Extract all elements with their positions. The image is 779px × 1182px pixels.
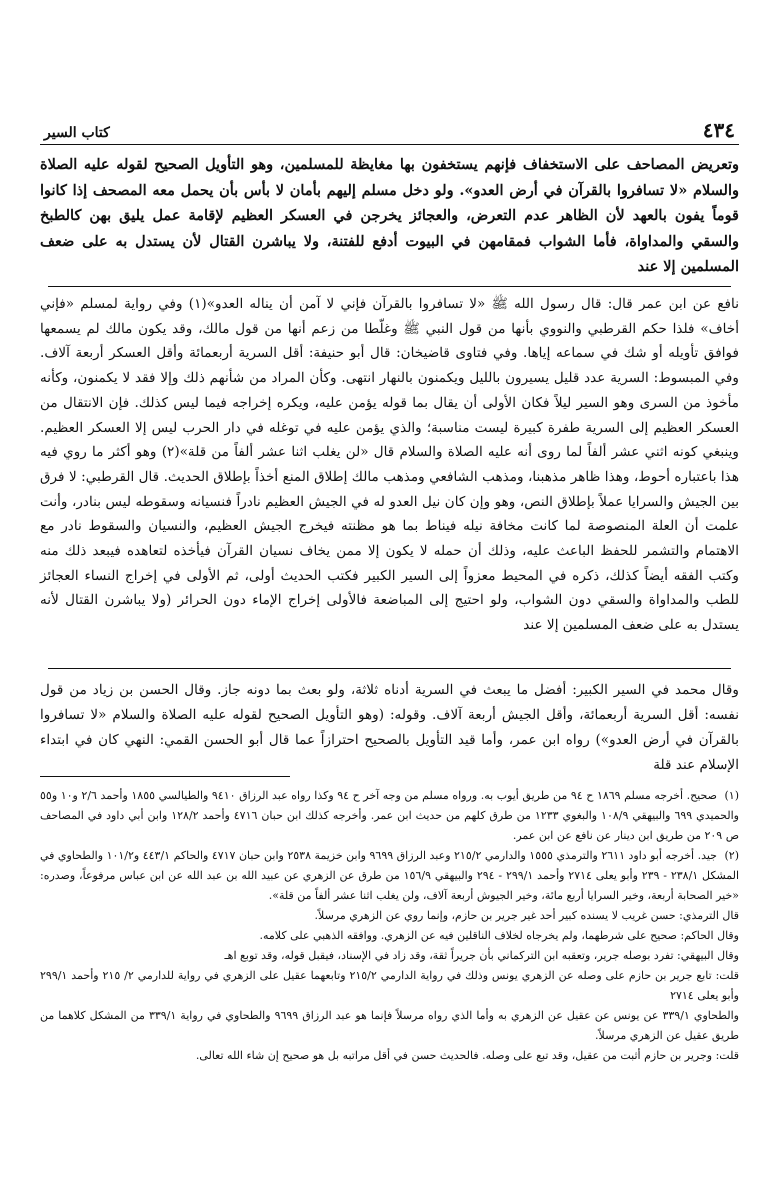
page-number: ٤٣٤ [702,118,735,142]
page-header [40,112,739,145]
footnote-note: وقال الحاكم: صحيح على شرطهما، ولم يخرجاه لخلاف الناقلين فيه عن الزهري. ووافقه الذهبي على كلامه. [259,929,739,942]
footnotes-block [40,786,739,1126]
footnote-number: (٢) [724,849,740,862]
footnote-note: والطحاوي ٣٣٩/١ عن يونس عن عقيل عن الزهري به وأما الذي رواه مرسلاً فإنما هو عبد الرزاق ٩٦٩٩ والطحاوي في رواية ٣٣٩/١ من المشكل كلاهما من طريق عقيل عن الزهري مرسلاً. [40,1009,739,1042]
footnote-2 [40,846,739,906]
footnote-note: وقال البيهقي: تفرد بوصله جرير، وتعقبه ابن التركماني بأن جريراً ثقة، وقد زاد في الإسناد، فيقبل قوله، وقد توبع اهـ [224,949,739,962]
section-divider [48,668,731,669]
footnote-number: (١) [724,789,740,802]
main-text: وتعريض المصاحف على الاستخفاف فإنهم يستخفون بها مغايظة للمسلمين، وهو التأويل الصحيح لقوله عليه الصلاة والسلام «لا تسافروا بالقرآن في أرض العدو». ولو دخل مسلم إليهم بأمان لا بأس بأن يحمل معه المصحف إذا كانوا قوماً يفون بالعهد لأن الظاهر عدم التعرض، والعجائز يخرجن في العسكر العظيم لإقامة عمل يليق بهن كالطبخ والسقي والمداواة، فأما الشواب فمقامهن في البيوت أدفع للفتنة، ولا يباشرن القتال لأن يستدل به على ضعف المسلمين إلا عند [40,156,739,275]
commentary-block-2 [40,678,739,773]
footnote-text: صحيح. أخرجه مسلم ١٨٦٩ ح ٩٤ من طريق أيوب به. ورواه مسلم من وجه آخر ح ٩٤ وكذا رواه عبد الرزاق ٩٤١٠ والطيالسي ١٨٥٥ وأحمد ٢/٦ و١٠ و٥٥ والحميدي ٦٩٩ والبيهقي ١٠٨/٩ والبغوي ١٢٣٣ من طرق كلهم من حديث ابن عمر. وأخرجه كذلك ابن حبان ٤٧١٦ وأحمد ١٢٨/٢ وابن أبي داود في المصاحف ص ٢٠٩ من طريق ابن دينار عن نافع عن ابن عمر. [40,789,739,842]
footnote-note: قلت: وجرير بن حازم أثبت من عقيل، وقد تبع على وصله. فالحديث حسن في أقل مراتبه بل هو صحيح إن شاء الله تعالى. [195,1049,739,1062]
commentary-paragraph: نافع عن ابن عمر قال: قال رسول الله ﷺ «لا تسافروا بالقرآن فإني لا آمن أن يناله العدو»(١) وفي رواية لمسلم «فإني أخاف» فلذا حكم القرطبي والنووي بأنها من قول النبي ﷺ وغلّطا من زعم أنها من قول مالك، وقد يكون مالك لم يسمعها فوافق تأويله أو شك في سماعه إياها. وفي فتاوى قاضيخان: قال أبو حنيفة: أقل السرية أربعمائة وأقل العسكر أربعة آلاف. وفي المبسوط: السرية عدد قليل يسيرون بالليل ويكمنون بالنهار انتهى. وكأن المراد من شأنهم ذلك وإلا فقد لا يكمنون، وكأنه مأخوذ من السرى وهو السير ليلاً فكان الأولى أن يقال بما قوله يؤمن عليه، ويكره إخراجه فيما ليس كذلك. فإن الانتقال من العسكر العظيم إلى السرية طفرة كبيرة ليست مناسبة؛ والذي يؤمن عليه في توغله في دار الحرب ليس إلا العسكر العظيم. وينبغي كونه اثني عشر ألفاً لما روى أنه عليه الصلاة والسلام قال «لن يغلب اثنا عشر ألفاً من قلة»(٢) وهو أكثر ما روي فيه هذا باعتباره أحوط، وهذا ظاهر مذهبنا، ومذهب الشافعي ومذهب مالك إطلاق المنع أخذاً بإطلاق الحديث. قال القرطبي: لا فرق بين الجيش والسرايا عملاً بإطلاق النص، وهو وإن كان نيل العدو له في الجيش العظيم نادراً فنسيانه وسقوطه ليس بنادر، وأنت علمت أن العلة المنصوصة لما كانت مخافة نيله فيناط بما هو مظنته فيخرج الجيش العظيم، والنسيان والسقوط نادر مع الاهتمام والتشمر للحفظ الباعث عليه، وذلك أن حمله لا يكون إلا ممن يخاف نسيان القرآن فيأخذه لتعاهده فيبعد ذلك منه وكتب الفقه أيضاً كذلك، ذكره في المحيط معزواً إلى السير الكبير فكتب الحديث أولى، ثم الأولى في إخراج النساء العجائز للطب والمداواة والسقي دون الشواب، ولو احتيج إلى المباضعة فالأولى إخراج الإماء دون الحرائر (ولا يباشرن القتال لأنه يستدل به على ضعف المسلمين إلا عند [40,296,739,634]
section-divider [48,286,731,287]
running-title: كتاب السير [44,125,110,141]
footnote-1 [40,786,739,846]
footnote-note: قلت: تابع جرير بن حازم على وصله عن الزهري يونس وذلك في رواية الدارمي ٢١٥/٢ وتابعهما عقيل على الزهري في رواية للدارمي ٢/ ٢١٥ وأحمد ٢٩٩/١ وأبو يعلى ٢٧١٤ [40,969,740,1002]
commentary-paragraph-2: وقال محمد في السير الكبير: أفضل ما يبعث في السرية أدناه ثلاثة، ولو بعث بما دونه جاز. وقال الحسن بن زياد من قول نفسه: أقل السرية أربعمائة، وأقل الجيش أربعة آلاف. وقوله: (وهو التأويل الصحيح لقوله عليه الصلاة والسلام «لا تسافروا بالقرآن في أرض العدو») رواه ابن عمر، وأما قيد التأويل بالصحيح احترازاً عما قال أبو الحسن القمي: النهي كان في ابتداء الإسلام عند قلة [40,682,739,773]
commentary-block [40,292,739,664]
footnote-note: قال الترمذي: حسن غريب لا يسنده كبير أحد غير جرير بن حازم، وإنما روي عن الزهري مرسلاً. [314,909,739,922]
main-text-block [40,152,739,279]
footnote-divider [40,776,290,777]
footnote-text: جيد. أخرجه أبو داود ٢٦١١ والترمذي ١٥٥٥ والدارمي ٢١٥/٢ وعبد الرزاق ٩٦٩٩ وابن خزيمة ٢٥٣٨ وابن حبان ٤٧١٧ والحاكم ٤٤٣/١ و١٠١/٢ والطحاوي في المشكل ٢٣٨/١ - ٢٣٩ وأبو يعلى ٢٧١٤ وأحمد ٢٩٩/١ - ٢٩٤ والبيهقي ١٥٦/٩ من طرق عن الزهري عن عبيد الله بن عبد الله عن ابن عباس مرفوعاً، وصدره: «خير الصحابة أربعة، وخير السرايا أربع مائة، وخير الجيوش أربعة آلاف، ولن يغلب اثنا عشر ألفاً من قلة». [40,849,740,902]
